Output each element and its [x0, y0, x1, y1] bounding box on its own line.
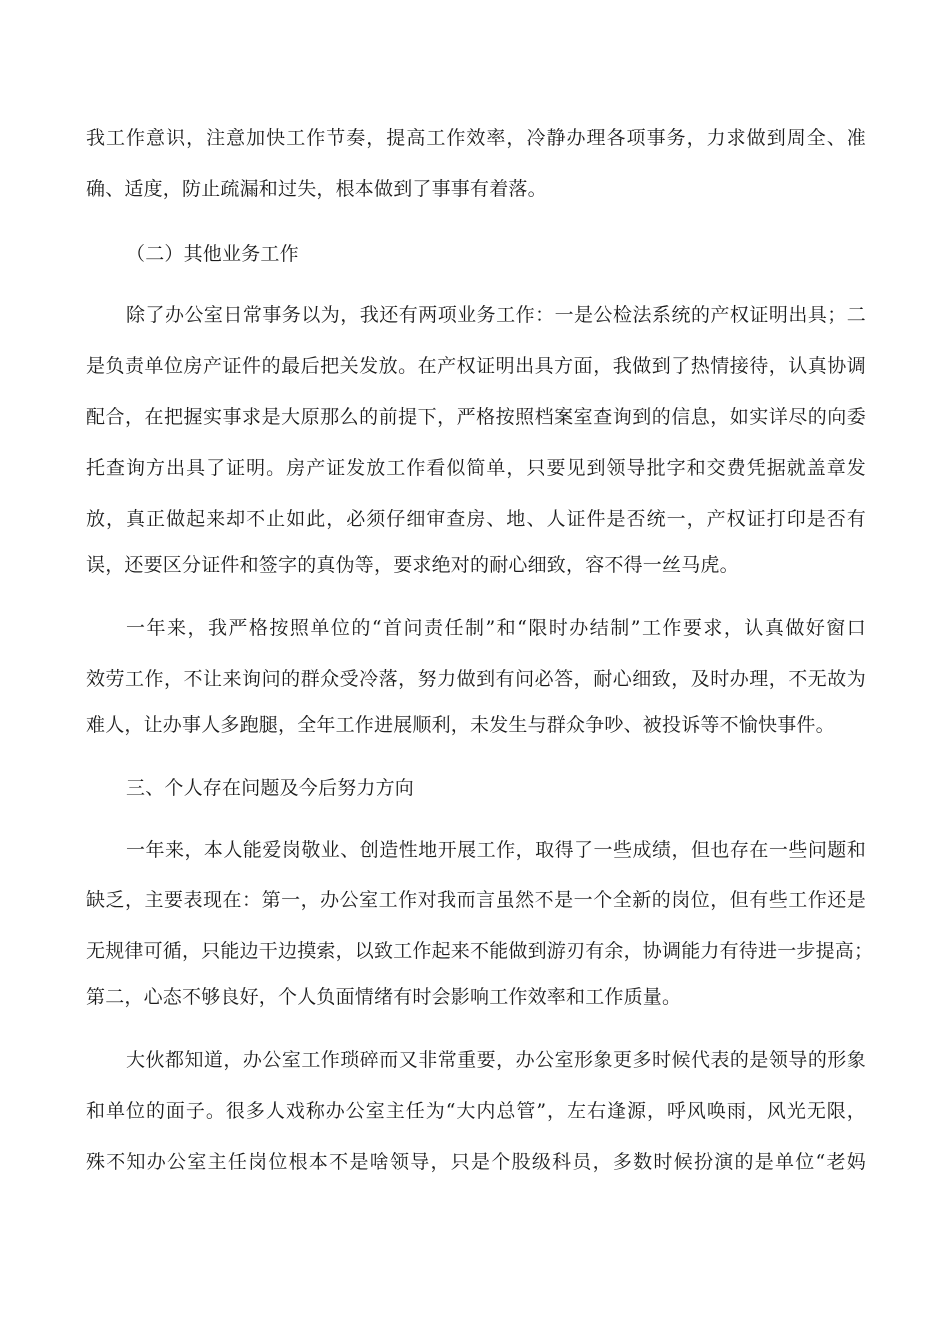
paragraph-4-line-4: 第二，心态不够良好，个人负面情绪有时会影响工作效率和工作质量。 — [86, 986, 682, 1008]
section-heading-3: 三、个人存在问题及今后努力方向 — [126, 777, 415, 799]
paragraph-2-line-1: 除了办公室日常事务以为，我还有两项业务工作：一是公检法系统的产权证明出具；二 — [126, 304, 866, 326]
paragraph-4-line-1: 一年来，本人能爱岗敬业、创造性地开展工作，取得了一些成绩，但也存在一些问题和 — [126, 839, 866, 861]
paragraph-2-line-4: 托查询方出具了证明。房产证发放工作看似简单，只要见到领导批字和交费凭据就盖章发 — [86, 457, 866, 479]
paragraph-4-line-3: 无规律可循，只能边干边摸索，以致工作起来不能做到游刃有余，协调能力有待进一步提高； — [86, 940, 874, 962]
paragraph-2-line-5: 放，真正做起来却不止如此，必须仔细审查房、地、人证件是否统一，产权证打印是否有 — [86, 508, 866, 530]
paragraph-5-line-3: 殊不知办公室主任岗位根本不是啥领导，只是个股级科员，多数时候扮演的是单位“老妈 — [86, 1151, 866, 1173]
paragraph-2-line-2: 是负责单位房产证件的最后把关发放。在产权证明出具方面，我做到了热情接待，认真协调 — [86, 355, 866, 377]
paragraph-3-line-2: 效劳工作，不让来询问的群众受冷落，努力做到有问必答，耐心细致，及时办理，不无故为 — [86, 668, 866, 690]
paragraph-2-line-6: 误，还要区分证件和签字的真伪等，要求绝对的耐心细致，容不得一丝马虎。 — [86, 554, 739, 576]
paragraph-5-line-2: 和单位的面子。很多人戏称办公室主任为“大内总管”，左右逢源，呼风唤雨，风光无限， — [86, 1100, 866, 1122]
paragraph-3-line-3: 难人，让办事人多跑腿，全年工作进展顺利，未发生与群众争吵、被投诉等不愉快事件。 — [86, 714, 835, 736]
paragraph-1-line-1: 我工作意识，注意加快工作节奏，提高工作效率，冷静办理各项事务，力求做到周全、准 — [86, 127, 866, 149]
paragraph-3-line-1: 一年来，我严格按照单位的“首问责任制”和“限时办结制”工作要求，认真做好窗口 — [126, 617, 866, 639]
paragraph-4-line-2: 缺乏，主要表现在：第一，办公室工作对我而言虽然不是一个全新的岗位，但有些工作还是 — [86, 889, 866, 911]
section-heading-2: （二）其他业务工作 — [126, 243, 299, 265]
paragraph-1-line-2: 确、适度，防止疏漏和过失，根本做到了事事有着落。 — [86, 178, 547, 200]
paragraph-5-line-1: 大伙都知道，办公室工作琐碎而又非常重要，办公室形象更多时候代表的是领导的形象 — [126, 1049, 866, 1071]
paragraph-2-line-3: 配合，在把握实事求是大原那么的前提下，严格按照档案室查询到的信息，如实详尽的向委 — [86, 406, 866, 428]
